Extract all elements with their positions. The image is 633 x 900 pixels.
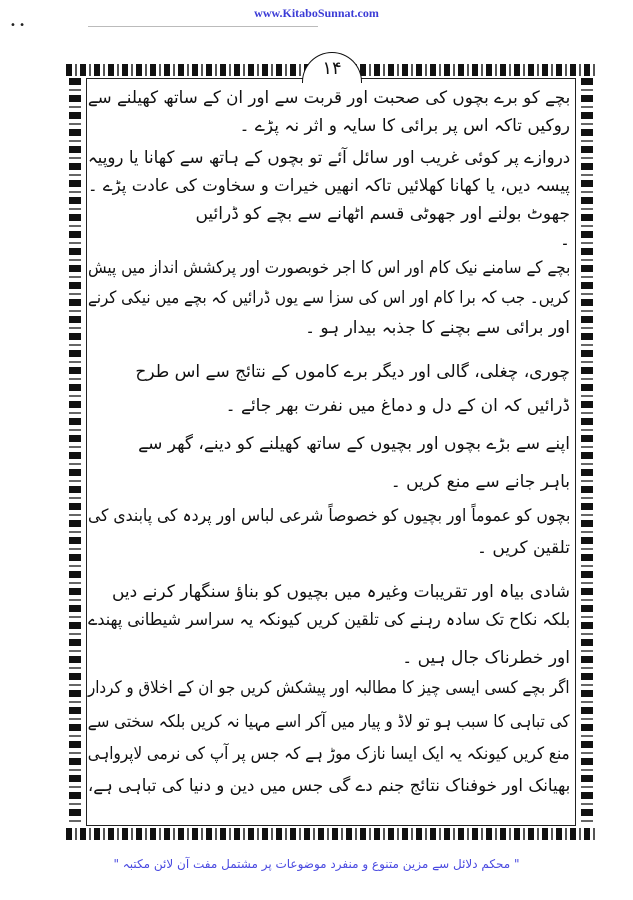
- text-line: روکیں تاکہ اس پر برائی کا سایہ و اثر نہ پڑے ۔: [239, 116, 570, 136]
- text-line: اپنے سے بڑے بچوں اور بچیوں کے ساتھ کھیلنے کو دینے، گھر سے: [138, 434, 570, 454]
- text-line: منع کریں کیونکہ یہ ایک ایسا نازک موڑ ہے کہ جس پر آپ کی نرمی لاپرواہی: [88, 744, 570, 764]
- text-line: باہر جانے سے منع کریں ۔: [390, 472, 570, 492]
- text-line: بلکہ نکاح تک سادہ رہنے کی تلقین کریں کیونکہ یہ سراسر شیطانی پھندے: [87, 610, 570, 630]
- bottom-border-ornament: [66, 828, 596, 840]
- scan-specks: • •: [10, 20, 25, 31]
- text-line: چوری، چغلی، گالی اور دیگر برے کاموں کے نتائج سے اس طرح: [135, 362, 570, 382]
- footer-tagline: " محکم دلائل سے مزین متنوع و منفرد موضوعات پر مشتمل مفت آن لائن مکتبہ ": [113, 857, 520, 871]
- text-line: ڈرائیں کہ ان کے دل و دماغ میں نفرت بھر جائے ۔: [225, 396, 570, 416]
- text-line: اور خطرناک جال ہیں ۔: [402, 648, 570, 668]
- page-frame: [66, 58, 596, 842]
- text-line: بچوں کو عموماً اور بچیوں کو خصوصاً شرعی لباس اور پردہ کی پابندی کی: [87, 506, 570, 526]
- text-line: بھیانک اور خوفناک نتائج جنم دے گی جس میں دین و دنیا کی تباہی ہے،: [87, 776, 570, 796]
- text-line: ۔: [560, 230, 570, 250]
- left-border-ornament: [69, 78, 81, 826]
- text-line: جھوٹ بولنے اور جھوٹی قسم اٹھانے سے بچے کو ڈرائیں: [195, 204, 570, 224]
- text-line: بچے کے سامنے نیک کام اور اس کا اجر خوبصورت اور پرکشش انداز میں پیش: [87, 258, 570, 278]
- text-line: کریں۔ جب کہ برا کام اور اس کی سزا سے یوں ڈرائیں کہ بچے میں نیکی کرنے: [88, 288, 570, 308]
- text-line: پیسہ دیں، یا کھانا کھلائیں تاکہ انھیں خیرات و سخاوت کی عادت پڑے ۔: [87, 176, 570, 196]
- scan-rule: [88, 26, 318, 27]
- right-border-ornament: [581, 78, 593, 826]
- text-line: اگر بچے کسی ایسی چیز کا مطالبہ اور پیشکش کریں جو ان کے اخلاق و کردار: [88, 678, 570, 698]
- site-url[interactable]: www.KitaboSunnat.com: [254, 6, 379, 20]
- text-line: بچے کو برے بچوں کی صحبت اور قربت سے اور ان کے ساتھ کھیلنے سے: [87, 88, 570, 108]
- text-line: دروازے پر کوئی غریب اور سائل آئے تو بچوں کے ہاتھ سے کھانا یا روپیہ: [87, 148, 570, 168]
- page-number: ۱۴: [302, 52, 362, 83]
- text-line: تلقین کریں ۔: [477, 538, 570, 558]
- text-line: کی تباہی کا سبب ہو تو لاڈ و پیار میں آکر اسے مہیا نہ کریں بلکہ سختی سے: [88, 712, 570, 732]
- text-line: اور برائی سے بچنے کا جذبہ بیدار ہو ۔: [305, 318, 570, 338]
- text-line: شادی بیاہ اور تقریبات وغیرہ میں بچیوں کو بناؤ سنگھار کرنے دیں: [111, 582, 570, 602]
